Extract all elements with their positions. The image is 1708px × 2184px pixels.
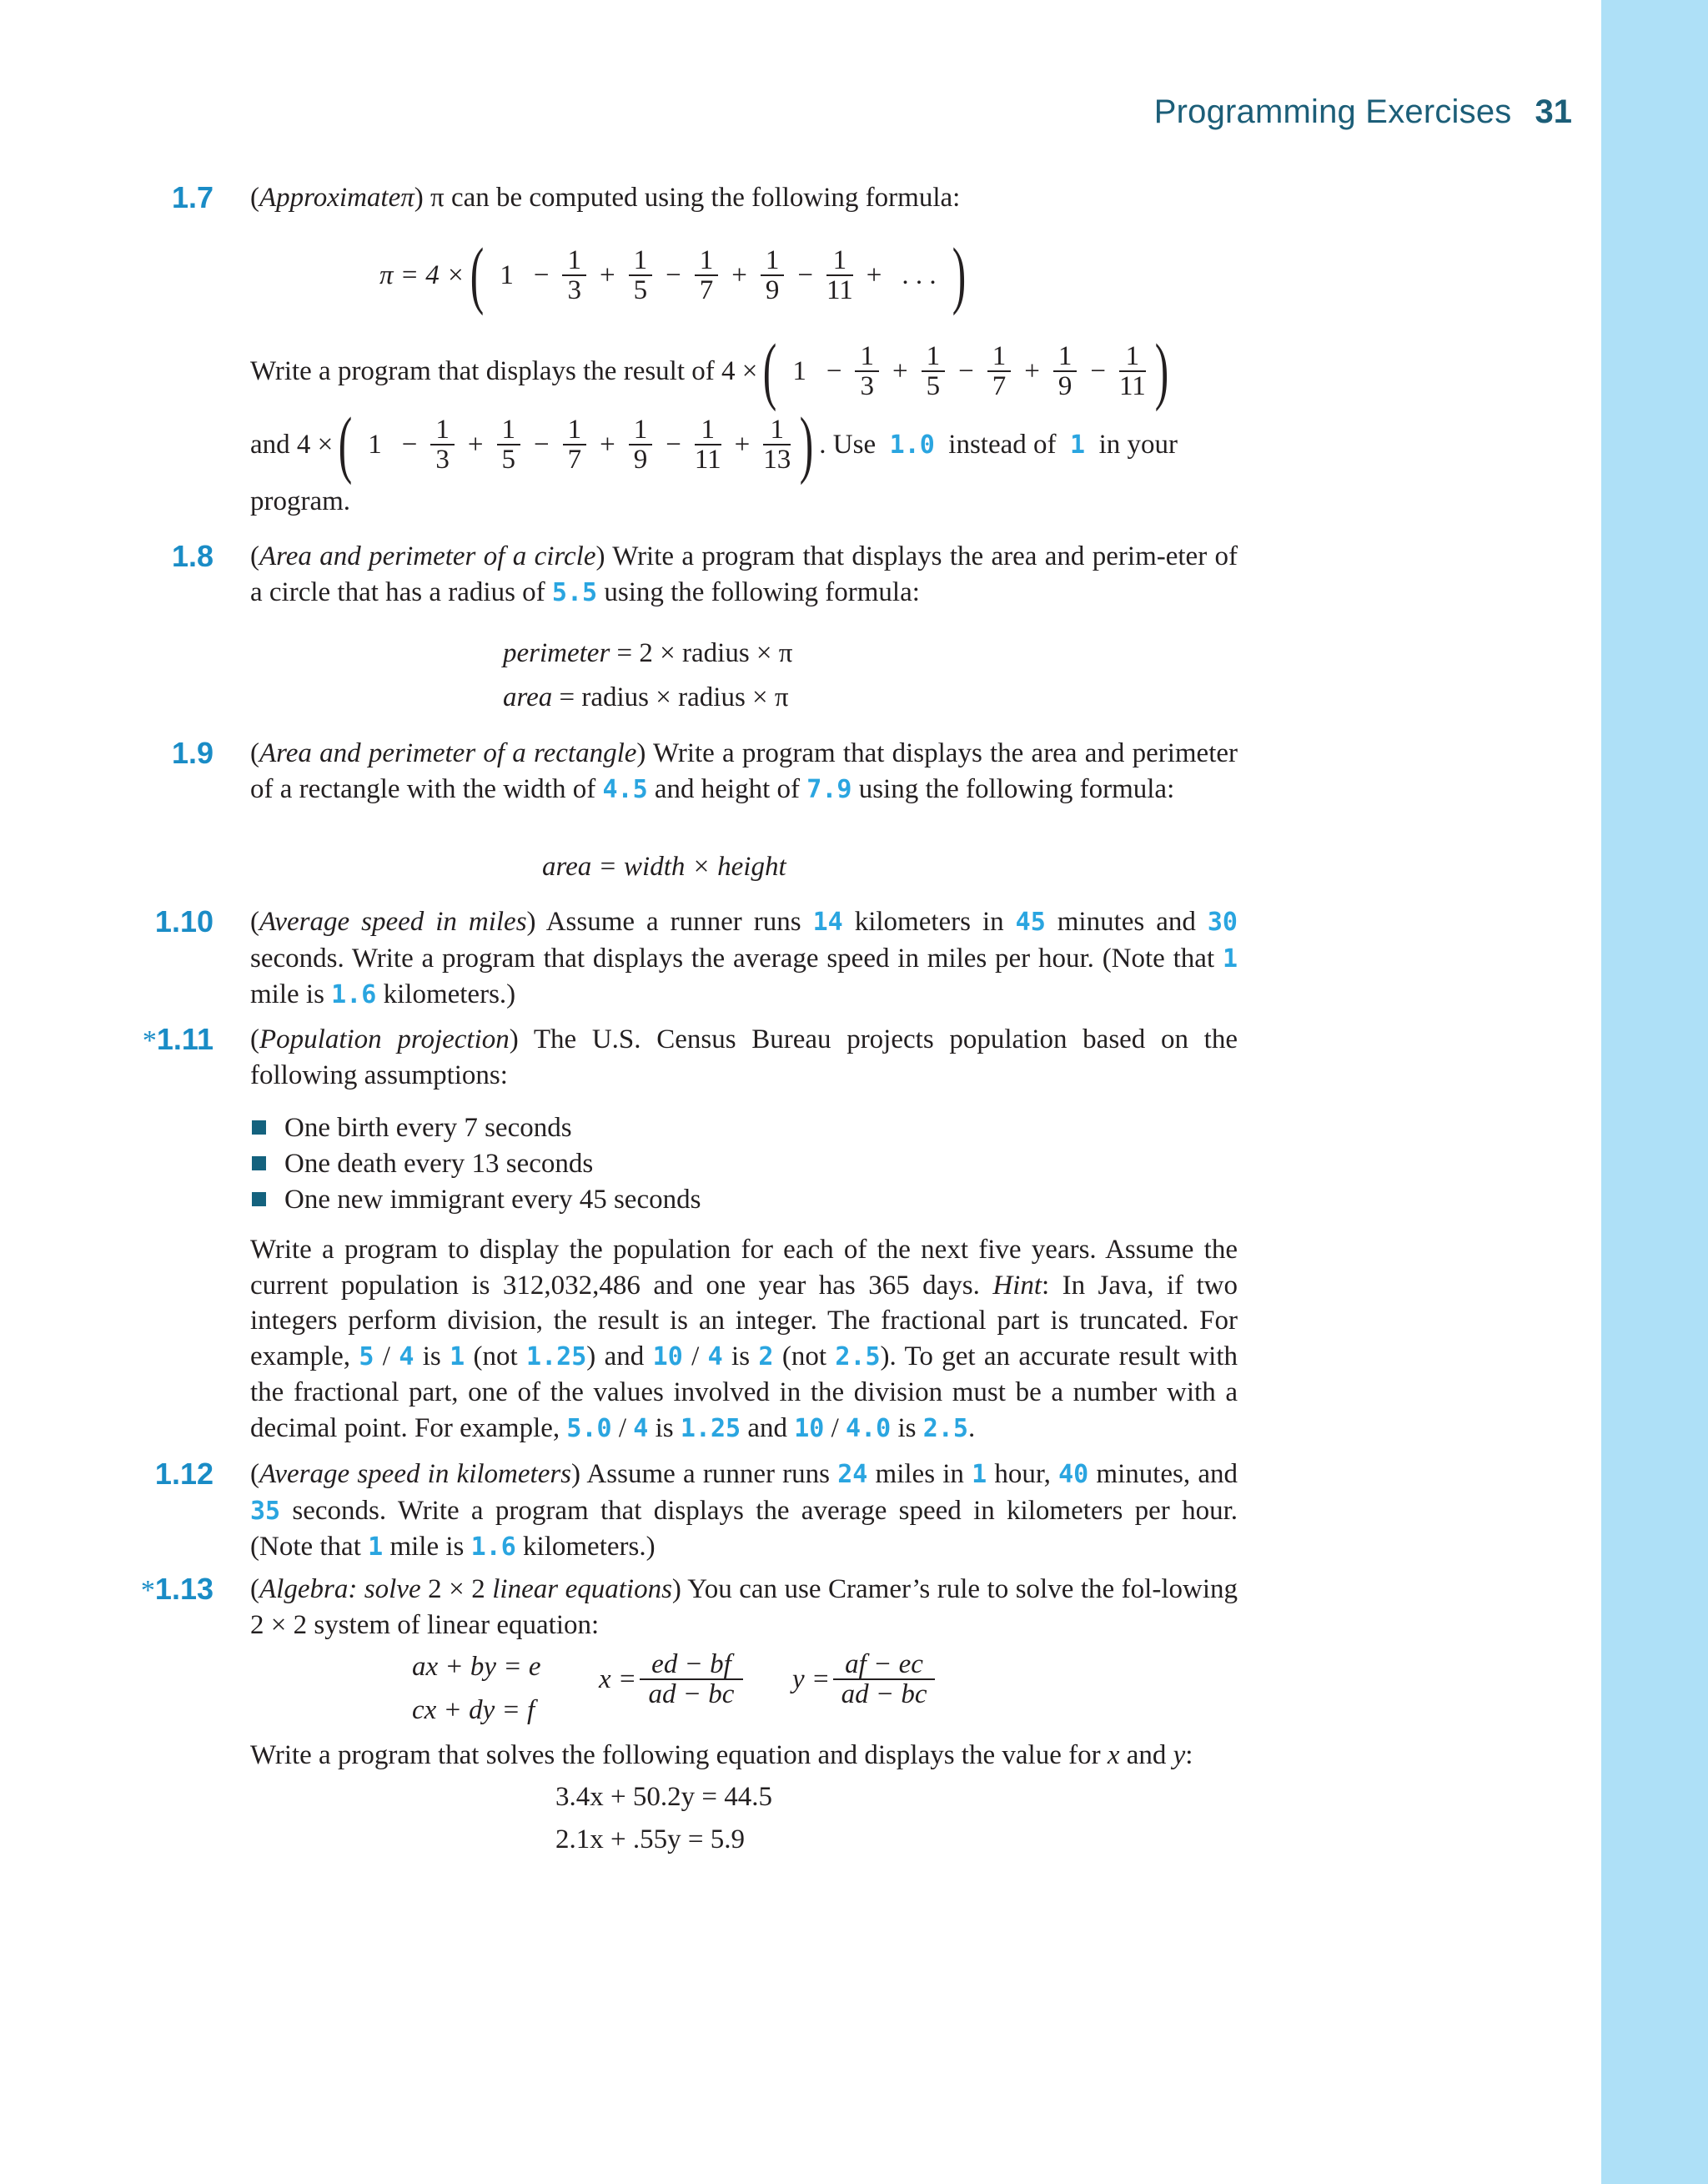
formula-symbol: + xyxy=(866,259,882,290)
fraction: $\frac{1}{3}$ xyxy=(855,342,879,400)
rectangle-area-formula: area = width × height xyxy=(542,852,786,882)
fraction: $\frac{1}{9}$ xyxy=(1053,342,1078,400)
formula-symbol: − xyxy=(533,259,550,290)
formula-symbol: + xyxy=(731,259,747,290)
list-item: One death every 13 seconds xyxy=(252,1149,593,1180)
exercise-number: *1.13 xyxy=(140,1572,214,1606)
formula-terms-b xyxy=(358,415,794,474)
system-equation-1: 3.4x + 50.2y = 44.5 xyxy=(555,1782,772,1812)
formula-symbol: − xyxy=(958,355,974,386)
fraction: $\frac{1}{3}$ xyxy=(562,246,586,304)
exercise-number: 1.7 xyxy=(171,180,214,214)
bullet-square-icon xyxy=(252,1192,266,1206)
and-line-formula: and 4 × ( 1 − $\frac{1}{3}$ + $\frac{1}{5}$ − $\frac{1}{7}$ + $\frac{1}{9}$ − $\frac{1}{11}$ + $\frac{1}{13}$ ) . Use 1.0 instead of 1 in your xyxy=(250,403,1178,486)
fraction: $\frac{1}{7}$ xyxy=(987,342,1012,400)
formula-symbol: − xyxy=(797,259,813,290)
exercise-1-10-text: (Average speed in miles) Assume a runner runs 14 kilometers in 45 minutes and 30 seconds. Write a program that displays the average speed in miles per hour. (Note that 1 mile is 1.6 kilometers.) xyxy=(250,907,1238,1009)
cramer-y: y = $\frac{af - ec}{ad - bc}$ xyxy=(792,1650,938,1708)
fraction: $\frac{ed - bf}{ad - bc}$ xyxy=(640,1650,743,1708)
formula-symbol: + xyxy=(892,355,908,386)
close-paren: ) xyxy=(800,403,814,486)
formula-terms-a xyxy=(782,342,1148,400)
write-line-formula: Write a program that displays the result of 4 × ( 1 − $\frac{1}{3}$ + $\frac{1}{5}$ − $\frac{1}{7}$ + $\frac{1}{9}$ − $\frac{1}{11}$ ) xyxy=(250,330,1169,412)
formula-symbol: 1 xyxy=(500,259,514,290)
formula-symbol: − xyxy=(401,429,418,460)
bullet-square-icon xyxy=(252,1156,266,1170)
formula-symbol: + xyxy=(734,429,751,460)
running-header xyxy=(1154,93,1572,143)
open-paren: ( xyxy=(470,234,485,316)
fraction: $\frac{1}{9}$ xyxy=(761,246,785,304)
formula-symbol: 1 xyxy=(792,355,806,386)
formula-symbol: 1 xyxy=(368,429,382,460)
formula-symbol: + xyxy=(467,429,484,460)
cramer-x: x = $\frac{ed - bf}{ad - bc}$ xyxy=(599,1650,746,1708)
perimeter-formula: perimeter = 2 × radius × π xyxy=(503,638,793,668)
exercise-number: 1.12 xyxy=(154,1457,214,1491)
area-formula: area = radius × radius × π xyxy=(503,682,789,712)
formula-symbol: + xyxy=(599,259,615,290)
page-number: 31 xyxy=(1535,93,1572,130)
fraction: $\frac{1}{11}$ xyxy=(826,245,853,305)
fraction: $\frac{1}{11}$ xyxy=(694,415,721,475)
exercise-1-9-text: (Area and perimeter of a rectangle) Write a program that displays the area and perimeter of a rectangle with the width of 4.5 and height of 7.9 using the following formula: xyxy=(250,738,1238,804)
equation-2: cx + dy = f xyxy=(412,1695,535,1725)
fraction: $\frac{1}{13}$ xyxy=(763,415,791,475)
fraction: $\frac{1}{5}$ xyxy=(629,246,653,304)
exercise-1-7-intro: (Approximateπ) π can be computed using the following formula: xyxy=(250,183,961,213)
open-paren: ( xyxy=(339,403,353,486)
formula-symbol: − xyxy=(534,429,550,460)
exercise-number: 1.9 xyxy=(171,736,214,770)
exercise-number: 1.10 xyxy=(154,904,214,939)
formula-symbol: + xyxy=(600,429,615,460)
exercise-1-8-text: (Area and perimeter of a circle) Write a program that displays the area and perim-eter of a circle that has a radius of 5.5 using the following formula: xyxy=(250,541,1238,607)
equation-1: ax + by = e xyxy=(412,1652,541,1682)
fraction: $\frac{1}{11}$ xyxy=(1118,341,1146,401)
fraction: $\frac{1}{5}$ xyxy=(922,342,946,400)
close-paren: ) xyxy=(1154,330,1169,412)
header-title: Programming Exercises xyxy=(1153,93,1512,130)
pi-formula: π = 4 × ( 1 − $\frac{1}{3}$ + $\frac{1}{5}$ − $\frac{1}{7}$ + $\frac{1}{9}$ − $\frac{1}{11}$ + . . . ) xyxy=(379,234,966,316)
pi-formula-terms xyxy=(490,246,946,304)
formula-symbol: − xyxy=(1090,355,1106,386)
system-equation-2: 2.1x + .55y = 5.9 xyxy=(555,1824,745,1854)
program-word: program. xyxy=(250,486,351,516)
formula-symbol: − xyxy=(666,259,681,290)
exercise-1-12-text: (Average speed in kilometers) Assume a runner runs 24 miles in 1 hour, 40 minutes, and 35 seconds. Write a program that displays the average speed in kilometers per hour. (Note that 1 mile is 1.6 kilometers.) xyxy=(250,1459,1238,1562)
formula-symbol: − xyxy=(666,429,681,460)
fraction: $\frac{1}{7}$ xyxy=(695,246,719,304)
exercise-number: *1.11 xyxy=(142,1022,214,1056)
fraction: $\frac{1}{3}$ xyxy=(430,415,455,474)
formula-symbol: . . . xyxy=(902,259,937,290)
open-paren: ( xyxy=(763,330,777,412)
list-item: One birth every 7 seconds xyxy=(252,1113,572,1144)
fraction: $\frac{1}{5}$ xyxy=(497,415,521,474)
page-edge-strip xyxy=(1601,0,1708,2184)
close-paren: ) xyxy=(952,234,966,316)
exercise-1-13-text: (Algebra: solve 2 × 2 linear equations) You can use Cramer’s rule to solve the fol-lowing 2 × 2 system of linear equation: xyxy=(250,1574,1238,1640)
exercise-1-11-paragraph: Write a program to display the population for each of the next five years. Assume the current population is 312,032,486 and one year has 365 days. Hint: In Java, if two integers perform division, the result is an integer. The fractional part is truncated. For example, 5 / 4 is 1 (not 1.25) and 10 / 4 is 2 (not 2.5). To get an accurate result with the fractional part, one of the values involved in the division must be a number with a decimal point. For example, 5.0 / 4 is 1.25 and 10 / 4.0 is 2.5. xyxy=(250,1235,1238,1443)
exercise-1-11-text: (Population projection) The U.S. Census Bureau projects population based on the following assumptions: xyxy=(250,1024,1238,1090)
fraction: $\frac{1}{7}$ xyxy=(563,415,587,474)
bullet-square-icon xyxy=(252,1120,266,1135)
fraction: $\frac{af - ec}{ad - bc}$ xyxy=(833,1650,935,1708)
list-item: One new immigrant every 45 seconds xyxy=(252,1185,701,1215)
exercise-number: 1.8 xyxy=(171,539,214,573)
exercise-1-13-write: Write a program that solves the following equation and displays the value for x and y: xyxy=(250,1740,1193,1770)
formula-symbol: − xyxy=(826,355,842,386)
fraction: $\frac{1}{9}$ xyxy=(629,415,653,474)
formula-symbol: + xyxy=(1024,355,1040,386)
